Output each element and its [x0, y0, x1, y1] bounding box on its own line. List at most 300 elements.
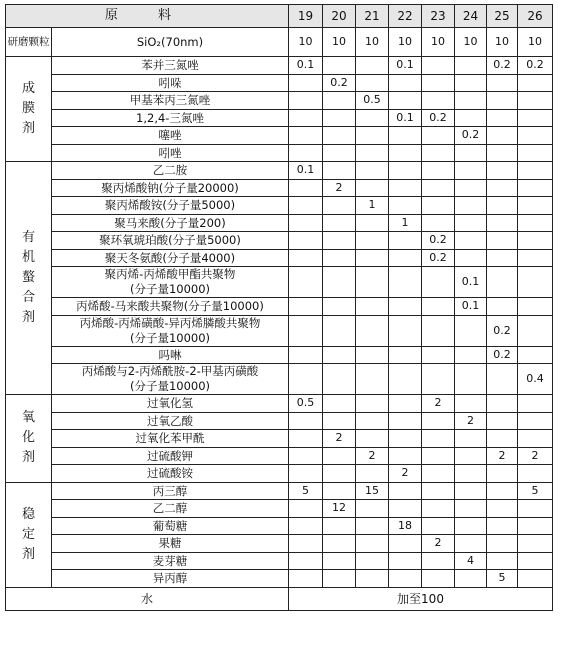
- value-cell: 0.1: [389, 109, 422, 127]
- value-cell: [289, 74, 323, 92]
- value-cell: 0.4: [518, 364, 553, 395]
- grinding-label: 研磨颗粒: [6, 28, 52, 57]
- value-cell: [455, 92, 487, 110]
- value-cell: 2: [518, 447, 553, 465]
- value-cell: [323, 232, 356, 250]
- water-row: [6, 587, 553, 610]
- grinding-value: 10: [455, 28, 487, 57]
- value-cell: [389, 346, 422, 364]
- table-row: [6, 144, 553, 162]
- value-cell: [487, 430, 518, 448]
- value-cell: [356, 430, 389, 448]
- value-cell: [356, 346, 389, 364]
- value-cell: 5: [289, 482, 323, 500]
- table-row: [6, 447, 553, 465]
- value-cell: 2: [455, 412, 487, 430]
- value-cell: [422, 500, 455, 518]
- value-cell: [356, 395, 389, 413]
- table-row: [6, 535, 553, 553]
- column-header: 26: [518, 5, 553, 28]
- value-cell: [455, 500, 487, 518]
- value-cell: [356, 315, 389, 346]
- value-cell: [455, 430, 487, 448]
- value-cell: [487, 482, 518, 500]
- value-cell: [389, 232, 422, 250]
- value-cell: [455, 517, 487, 535]
- value-cell: 0.2: [422, 232, 455, 250]
- value-cell: [323, 214, 356, 232]
- value-cell: [389, 92, 422, 110]
- value-cell: [389, 395, 422, 413]
- value-cell: 18: [389, 517, 422, 535]
- value-cell: [518, 74, 553, 92]
- group-label: 氧 化 剂: [6, 395, 52, 483]
- value-cell: [323, 395, 356, 413]
- material-name: 果糖: [52, 535, 289, 553]
- material-name: 过硫酸铵: [52, 465, 289, 483]
- value-cell: [487, 197, 518, 215]
- grinding-value: 10: [518, 28, 553, 57]
- value-cell: [422, 179, 455, 197]
- value-cell: [455, 570, 487, 588]
- grinding-value: 10: [389, 28, 422, 57]
- value-cell: [487, 249, 518, 267]
- value-cell: [422, 552, 455, 570]
- value-cell: [422, 412, 455, 430]
- value-cell: [487, 127, 518, 145]
- material-name: 过氧乙酸: [52, 412, 289, 430]
- value-cell: [323, 517, 356, 535]
- value-cell: [518, 162, 553, 180]
- value-cell: 15: [356, 482, 389, 500]
- water-value: 加至100: [289, 587, 553, 610]
- table-row: [6, 482, 553, 500]
- value-cell: [455, 447, 487, 465]
- value-cell: 1: [356, 197, 389, 215]
- value-cell: [455, 74, 487, 92]
- value-cell: [323, 315, 356, 346]
- value-cell: [518, 465, 553, 483]
- value-cell: [289, 552, 323, 570]
- value-cell: 0.1: [455, 267, 487, 298]
- value-cell: [518, 127, 553, 145]
- value-cell: [323, 535, 356, 553]
- material-name: 吲唑: [52, 144, 289, 162]
- value-cell: [422, 267, 455, 298]
- value-cell: [356, 267, 389, 298]
- column-header: 24: [455, 5, 487, 28]
- table-row: [6, 465, 553, 483]
- value-cell: [389, 74, 422, 92]
- formulation-table: [5, 4, 553, 611]
- value-cell: [422, 465, 455, 483]
- value-cell: [487, 500, 518, 518]
- value-cell: [422, 197, 455, 215]
- value-cell: [422, 162, 455, 180]
- material-name: 过氧化苯甲酰: [52, 430, 289, 448]
- value-cell: [289, 500, 323, 518]
- value-cell: [422, 74, 455, 92]
- header-row: [6, 5, 553, 28]
- value-cell: [356, 500, 389, 518]
- table-row: [6, 364, 553, 395]
- value-cell: [323, 465, 356, 483]
- column-header: 23: [422, 5, 455, 28]
- value-cell: [323, 197, 356, 215]
- material-name: 聚环氧琥珀酸(分子量5000): [52, 232, 289, 250]
- value-cell: [455, 482, 487, 500]
- material-name: 1,2,4-三氮唑: [52, 109, 289, 127]
- value-cell: [323, 447, 356, 465]
- value-cell: [455, 109, 487, 127]
- value-cell: 0.2: [422, 109, 455, 127]
- value-cell: 2: [422, 535, 455, 553]
- value-cell: [487, 267, 518, 298]
- value-cell: [323, 298, 356, 316]
- value-cell: [455, 535, 487, 553]
- value-cell: [389, 500, 422, 518]
- column-header: 21: [356, 5, 389, 28]
- value-cell: [518, 346, 553, 364]
- value-cell: [422, 517, 455, 535]
- value-cell: [289, 517, 323, 535]
- value-cell: [389, 570, 422, 588]
- value-cell: [289, 364, 323, 395]
- value-cell: [323, 364, 356, 395]
- material-name: 甲基苯丙三氮唑: [52, 92, 289, 110]
- value-cell: [289, 447, 323, 465]
- material-name: 吲哚: [52, 74, 289, 92]
- material-name: 聚丙烯-丙烯酸甲酯共聚物 (分子量10000): [52, 267, 289, 298]
- value-cell: [323, 144, 356, 162]
- table-row: [6, 552, 553, 570]
- value-cell: [422, 482, 455, 500]
- material-name: 丙三醇: [52, 482, 289, 500]
- value-cell: [389, 430, 422, 448]
- value-cell: [289, 214, 323, 232]
- value-cell: [455, 214, 487, 232]
- value-cell: [487, 535, 518, 553]
- value-cell: [356, 109, 389, 127]
- value-cell: [389, 364, 422, 395]
- value-cell: 0.5: [356, 92, 389, 110]
- value-cell: 5: [518, 482, 553, 500]
- material-header: 原 料: [6, 5, 289, 28]
- value-cell: [356, 144, 389, 162]
- value-cell: [323, 552, 356, 570]
- material-name: 乙二醇: [52, 500, 289, 518]
- material-name: 异丙醇: [52, 570, 289, 588]
- value-cell: [289, 249, 323, 267]
- grinding-value: 10: [487, 28, 518, 57]
- grinding-row: [6, 28, 553, 57]
- value-cell: 0.2: [487, 57, 518, 75]
- value-cell: 2: [422, 395, 455, 413]
- value-cell: [518, 197, 553, 215]
- value-cell: [323, 570, 356, 588]
- value-cell: 2: [323, 179, 356, 197]
- value-cell: [389, 535, 422, 553]
- value-cell: [356, 298, 389, 316]
- value-cell: [356, 465, 389, 483]
- value-cell: 0.2: [422, 249, 455, 267]
- value-cell: [323, 92, 356, 110]
- material-name: 丙烯酸与2-丙烯酰胺-2-甲基丙磺酸 (分子量10000): [52, 364, 289, 395]
- value-cell: 0.1: [289, 57, 323, 75]
- value-cell: [455, 346, 487, 364]
- value-cell: [455, 162, 487, 180]
- group-label: 有 机 螯 合 剂: [6, 162, 52, 395]
- value-cell: [422, 447, 455, 465]
- column-header: 22: [389, 5, 422, 28]
- material-name: 麦芽糖: [52, 552, 289, 570]
- table-row: [6, 162, 553, 180]
- value-cell: [323, 249, 356, 267]
- value-cell: [289, 535, 323, 553]
- value-cell: [289, 267, 323, 298]
- value-cell: [356, 570, 389, 588]
- table-row: [6, 74, 553, 92]
- value-cell: [289, 127, 323, 145]
- value-cell: [356, 162, 389, 180]
- value-cell: [289, 179, 323, 197]
- value-cell: [289, 465, 323, 483]
- value-cell: [487, 364, 518, 395]
- value-cell: [518, 500, 553, 518]
- value-cell: [356, 412, 389, 430]
- value-cell: 0.5: [289, 395, 323, 413]
- value-cell: [455, 179, 487, 197]
- value-cell: [518, 552, 553, 570]
- value-cell: [356, 57, 389, 75]
- column-header: 20: [323, 5, 356, 28]
- value-cell: [289, 430, 323, 448]
- value-cell: [422, 214, 455, 232]
- table-row: [6, 179, 553, 197]
- value-cell: [356, 214, 389, 232]
- value-cell: [356, 364, 389, 395]
- value-cell: [455, 395, 487, 413]
- value-cell: [323, 267, 356, 298]
- value-cell: [289, 109, 323, 127]
- value-cell: [389, 162, 422, 180]
- value-cell: [518, 249, 553, 267]
- value-cell: [389, 179, 422, 197]
- value-cell: [289, 412, 323, 430]
- value-cell: [323, 346, 356, 364]
- value-cell: [356, 179, 389, 197]
- table-row: [6, 298, 553, 316]
- value-cell: [518, 109, 553, 127]
- table-row: [6, 500, 553, 518]
- material-name: 聚马来酸(分子量200): [52, 214, 289, 232]
- grinding-value: 10: [323, 28, 356, 57]
- value-cell: [389, 144, 422, 162]
- value-cell: [487, 517, 518, 535]
- value-cell: [422, 57, 455, 75]
- value-cell: [487, 162, 518, 180]
- value-cell: 0.2: [455, 127, 487, 145]
- value-cell: 5: [487, 570, 518, 588]
- table-row: [6, 570, 553, 588]
- value-cell: 2: [487, 447, 518, 465]
- table-row: [6, 214, 553, 232]
- value-cell: [518, 517, 553, 535]
- value-cell: [289, 197, 323, 215]
- value-cell: [356, 535, 389, 553]
- table-row: [6, 395, 553, 413]
- value-cell: [289, 315, 323, 346]
- value-cell: [455, 144, 487, 162]
- value-cell: [487, 109, 518, 127]
- table-row: [6, 57, 553, 75]
- value-cell: [289, 570, 323, 588]
- value-cell: 2: [389, 465, 422, 483]
- grinding-value: 10: [289, 28, 323, 57]
- value-cell: [422, 127, 455, 145]
- group-label: 成 膜 剂: [6, 57, 52, 162]
- value-cell: [487, 232, 518, 250]
- water-label: 水: [6, 587, 289, 610]
- table-row: [6, 197, 553, 215]
- value-cell: [518, 430, 553, 448]
- value-cell: 0.2: [487, 346, 518, 364]
- value-cell: [422, 92, 455, 110]
- value-cell: [518, 232, 553, 250]
- value-cell: 0.1: [455, 298, 487, 316]
- value-cell: [487, 214, 518, 232]
- value-cell: [422, 144, 455, 162]
- value-cell: 0.1: [289, 162, 323, 180]
- material-name: 过氧化氢: [52, 395, 289, 413]
- value-cell: [455, 197, 487, 215]
- table-row: [6, 267, 553, 298]
- value-cell: [487, 395, 518, 413]
- value-cell: [422, 364, 455, 395]
- value-cell: [356, 517, 389, 535]
- value-cell: [422, 298, 455, 316]
- table-row: [6, 430, 553, 448]
- value-cell: 12: [323, 500, 356, 518]
- table-row: [6, 249, 553, 267]
- value-cell: 2: [323, 430, 356, 448]
- table-row: [6, 127, 553, 145]
- value-cell: [323, 127, 356, 145]
- value-cell: [389, 197, 422, 215]
- column-header: 19: [289, 5, 323, 28]
- value-cell: [518, 92, 553, 110]
- grinding-value: 10: [422, 28, 455, 57]
- value-cell: [487, 465, 518, 483]
- value-cell: [289, 144, 323, 162]
- material-name: 丙烯酸-马来酸共聚物(分子量10000): [52, 298, 289, 316]
- value-cell: 0.1: [389, 57, 422, 75]
- material-name: 吗啉: [52, 346, 289, 364]
- table-row: [6, 315, 553, 346]
- table-row: [6, 412, 553, 430]
- value-cell: [518, 412, 553, 430]
- value-cell: [323, 412, 356, 430]
- value-cell: [422, 430, 455, 448]
- column-header: 25: [487, 5, 518, 28]
- material-name: 乙二胺: [52, 162, 289, 180]
- value-cell: 0.2: [487, 315, 518, 346]
- value-cell: [289, 232, 323, 250]
- value-cell: 0.2: [323, 74, 356, 92]
- value-cell: [518, 179, 553, 197]
- value-cell: [518, 535, 553, 553]
- value-cell: [422, 346, 455, 364]
- value-cell: [356, 232, 389, 250]
- group-label: 稳 定 剂: [6, 482, 52, 587]
- value-cell: [389, 298, 422, 316]
- value-cell: [455, 315, 487, 346]
- value-cell: [518, 298, 553, 316]
- value-cell: 2: [356, 447, 389, 465]
- value-cell: [356, 74, 389, 92]
- value-cell: 4: [455, 552, 487, 570]
- material-name: 丙烯酸-丙烯磺酸-异丙烯膦酸共聚物 (分子量10000): [52, 315, 289, 346]
- value-cell: [389, 127, 422, 145]
- value-cell: [518, 315, 553, 346]
- value-cell: [487, 298, 518, 316]
- value-cell: [323, 162, 356, 180]
- material-name: 过硫酸钾: [52, 447, 289, 465]
- value-cell: [487, 552, 518, 570]
- value-cell: [518, 144, 553, 162]
- value-cell: [389, 267, 422, 298]
- grinding-material: SiO₂(70nm): [52, 28, 289, 57]
- table-row: [6, 232, 553, 250]
- value-cell: [356, 552, 389, 570]
- value-cell: [422, 315, 455, 346]
- value-cell: [455, 232, 487, 250]
- value-cell: [389, 412, 422, 430]
- table-row: [6, 346, 553, 364]
- value-cell: [289, 298, 323, 316]
- material-name: 噻唑: [52, 127, 289, 145]
- value-cell: [389, 447, 422, 465]
- value-cell: [389, 552, 422, 570]
- value-cell: [518, 214, 553, 232]
- material-name: 聚丙烯酸钠(分子量20000): [52, 179, 289, 197]
- value-cell: [389, 315, 422, 346]
- value-cell: 0.2: [518, 57, 553, 75]
- value-cell: [455, 57, 487, 75]
- value-cell: [518, 395, 553, 413]
- material-name: 苯并三氮唑: [52, 57, 289, 75]
- material-name: 葡萄糖: [52, 517, 289, 535]
- value-cell: [323, 109, 356, 127]
- value-cell: [356, 127, 389, 145]
- value-cell: [422, 570, 455, 588]
- value-cell: [455, 364, 487, 395]
- value-cell: [289, 92, 323, 110]
- value-cell: [455, 249, 487, 267]
- value-cell: [323, 482, 356, 500]
- table-row: [6, 92, 553, 110]
- value-cell: [487, 412, 518, 430]
- value-cell: [518, 570, 553, 588]
- value-cell: [487, 179, 518, 197]
- material-name: 聚天冬氨酸(分子量4000): [52, 249, 289, 267]
- value-cell: 1: [389, 214, 422, 232]
- table-row: [6, 109, 553, 127]
- value-cell: [389, 249, 422, 267]
- material-name: 聚丙烯酸铵(分子量5000): [52, 197, 289, 215]
- value-cell: [518, 267, 553, 298]
- value-cell: [389, 482, 422, 500]
